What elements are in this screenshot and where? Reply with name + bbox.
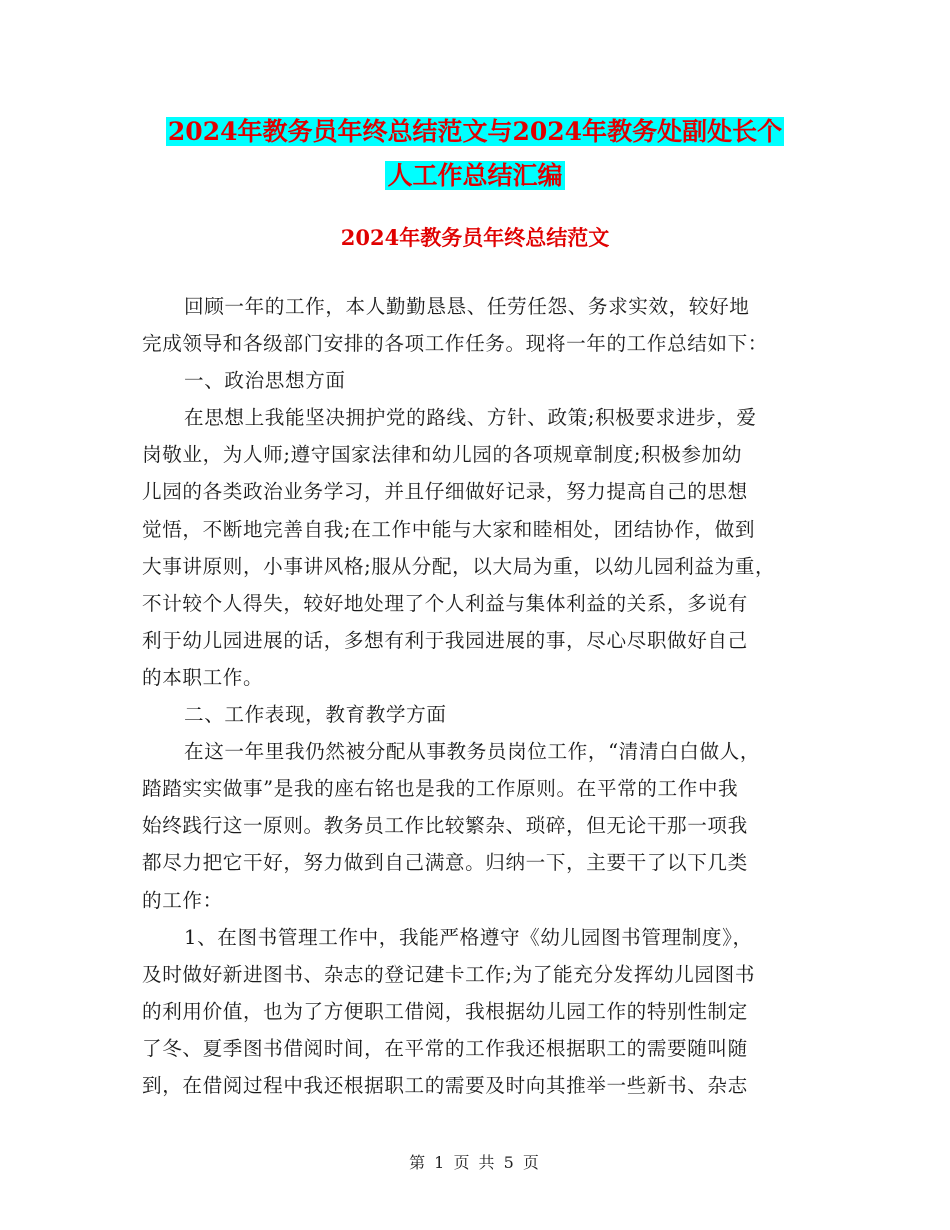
section-heading: 二、工作表现，教育教学方面 xyxy=(184,703,447,727)
paragraph-line: 到，在借阅过程中我还根据职工的需要及时向其推举一些新书、杂志 xyxy=(142,1073,748,1097)
paragraph-line: 都尽力把它干好，努力做到自己满意。归纳一下，主要干了以下几类 xyxy=(142,851,748,875)
paragraph-line: 在这一年里我仍然被分配从事教务员岗位工作，“清清白白做人， xyxy=(184,740,761,764)
paragraph-line: 利于幼儿园进展的话，多想有利于我园进展的事，尽心尽职做好自己 xyxy=(142,628,748,652)
paragraph-line: 完成领导和各级部门安排的各项工作任务。现将一年的工作总结如下： xyxy=(142,332,769,356)
paragraph-line: 及时做好新进图书、杂志的登记建卡工作;为了能充分发挥幼儿园图书 xyxy=(142,962,756,986)
paragraph-line: 岗敬业，为人师;遵守国家法律和幼儿园的各项规章制度;积极参加幼 xyxy=(142,443,743,467)
paragraph-line: 儿园的各类政治业务学习，并且仔细做好记录，努力提高自己的思想 xyxy=(142,480,748,504)
paragraph-line: 觉悟，不断地完善自我;在工作中能与大家和睦相处，团结协作，做到 xyxy=(142,517,756,541)
paragraph-line: 踏踏实实做事”是我的座右铭也是我的工作原则。在平常的工作中我 xyxy=(142,777,739,801)
paragraph-line: 回顾一年的工作，本人勤勤恳恳、任劳任怨、务求实效，较好地 xyxy=(184,295,750,318)
title-highlight-2: 人工作总结汇编 xyxy=(387,161,563,190)
title-highlight-1: 2024年教务员年终总结范文与2024年教务处副处长个 xyxy=(167,117,783,146)
paragraph-line: 始终践行这一原则。教务员工作比较繁杂、琐碎，但无论干那一项我 xyxy=(142,814,748,838)
section-title: 2024年教务员年终总结范文 xyxy=(340,225,610,250)
paragraph-line: 大事讲原则，小事讲风格;服从分配，以大局为重，以幼儿园利益为重， xyxy=(142,554,776,578)
page-footer: 第 1 页 共 5 页 xyxy=(409,1153,541,1172)
paragraph-line: 的本职工作。 xyxy=(142,665,264,689)
paragraph-line: 了冬、夏季图书借阅时间，在平常的工作我还根据职工的需要随叫随 xyxy=(142,1036,748,1060)
paragraph-line: 的工作： xyxy=(142,888,223,912)
section-heading: 一、政治思想方面 xyxy=(184,369,346,393)
paragraph-line: 在思想上我能坚决拥护党的路线、方针、政策;积极要求进步，爱 xyxy=(184,406,757,430)
body-text xyxy=(142,288,814,1104)
document-title-line-2 xyxy=(0,152,950,200)
document-title-line-1 xyxy=(0,108,950,156)
paragraph-line: 1、在图书管理工作中，我能严格遵守《幼儿园图书管理制度》， xyxy=(184,925,753,949)
paragraph-line: 的利用价值，也为了方便职工借阅，我根据幼儿园工作的特别性制定 xyxy=(142,999,748,1023)
paragraph-line: 不计较个人得失，较好地处理了个人利益与集体利益的关系，多说有 xyxy=(142,591,748,615)
